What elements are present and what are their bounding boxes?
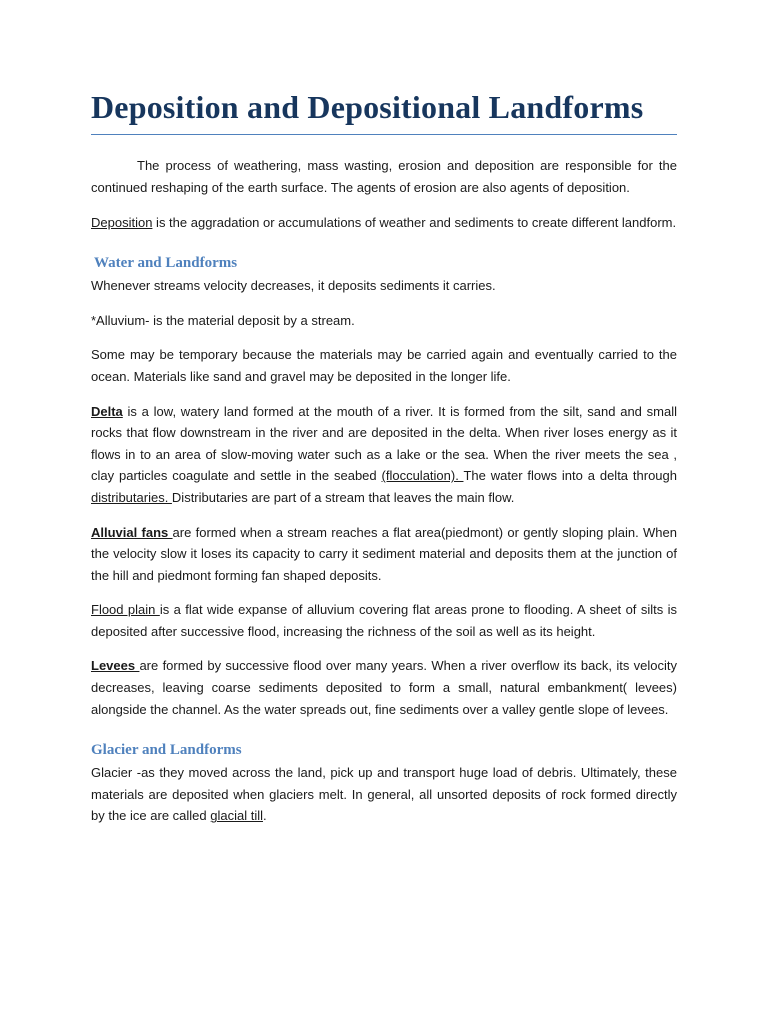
title-underline-rule [91, 134, 677, 135]
flocculation-term: (flocculation). [381, 468, 464, 484]
glacier-paragraph [91, 762, 677, 827]
delta-text-2: The water flows into a delta through [463, 468, 677, 484]
deposition-definition: is the aggradation or accumulations of weather and sediments to create different landform. [152, 214, 677, 230]
alluvial-fans-text: are formed when a stream reaches a flat area(piedmont) or gently sloping plain. When the velocity slow it loses its capacity to carry it sediment material and deposits them at the junction of the hill and piedmont forming fan shaped deposits. [91, 524, 677, 583]
temporary-deposits-paragraph: Some may be temporary because the materials may be carried again and eventually carried to the ocean. Materials like sand and gravel may be deposited in the longer life. [91, 347, 677, 384]
delta-text-3: Distributaries are part of a stream that leaves the main flow. [171, 489, 515, 505]
intro-paragraph: The process of weathering, mass wasting, erosion and deposition are responsible for the continued reshaping of the earth surface. The agents of erosion are also agents of deposition. [91, 158, 677, 195]
deposition-term: Deposition [91, 214, 153, 230]
distributaries-term: distributaries. [91, 489, 172, 505]
levees-text: are formed by successive flood over many years. When a river overflow its back, its velocity decreases, leaving coarse sediments deposited to form a small, natural embankment( levees) alongside the channel. As the water spreads out, fine sediments over a valley gentle slope of levees. [91, 658, 678, 717]
flood-plain-term: Flood plain [91, 602, 160, 618]
levees-paragraph [91, 655, 677, 720]
flood-plain-text: is a flat wide expanse of alluvium covering flat areas prone to flooding. A sheet of silts is deposited after successive flood, increasing the richness of the soil as well as its height. [91, 602, 677, 639]
glacier-text: Glacier -as they moved across the land, pick up and transport huge load of debris. Ultimately, these materials are deposited when glaciers melt. In general, all unsorted deposits of rock formed directly by the ice are called [91, 765, 677, 824]
glacial-till-term: glacial till [210, 808, 263, 824]
deposition-paragraph [91, 212, 677, 234]
delta-text-1: is a low, watery land formed at the mouth of a river. It is formed from the silt, sand and small rocks that flow downstream in the river and are deposited in the delta. When river loses energy as it flows in to an area of slow-moving water such as a lake or the sea. When the river meets the sea , clay particles coagulate and settle in the seabed [91, 403, 677, 484]
water-landforms-heading: Water and Landforms [94, 255, 238, 272]
streams-paragraph: Whenever streams velocity decreases, it deposits sediments it carries. [91, 278, 496, 294]
alluvial-fans-paragraph [91, 522, 677, 587]
delta-paragraph [91, 401, 677, 509]
levees-term: Levees [91, 658, 140, 674]
flood-plain-paragraph [91, 599, 677, 642]
delta-term: Delta [91, 403, 123, 419]
alluvium-paragraph: *Alluvium- is the material deposit by a stream. [91, 312, 355, 328]
glacier-end: . [262, 808, 267, 824]
alluvial-fans-term: Alluvial fans [91, 524, 173, 540]
document-page [91, 88, 677, 840]
page-title: Deposition and Depositional Landforms [91, 89, 644, 125]
glacier-landforms-heading: Glacier and Landforms [91, 742, 242, 759]
